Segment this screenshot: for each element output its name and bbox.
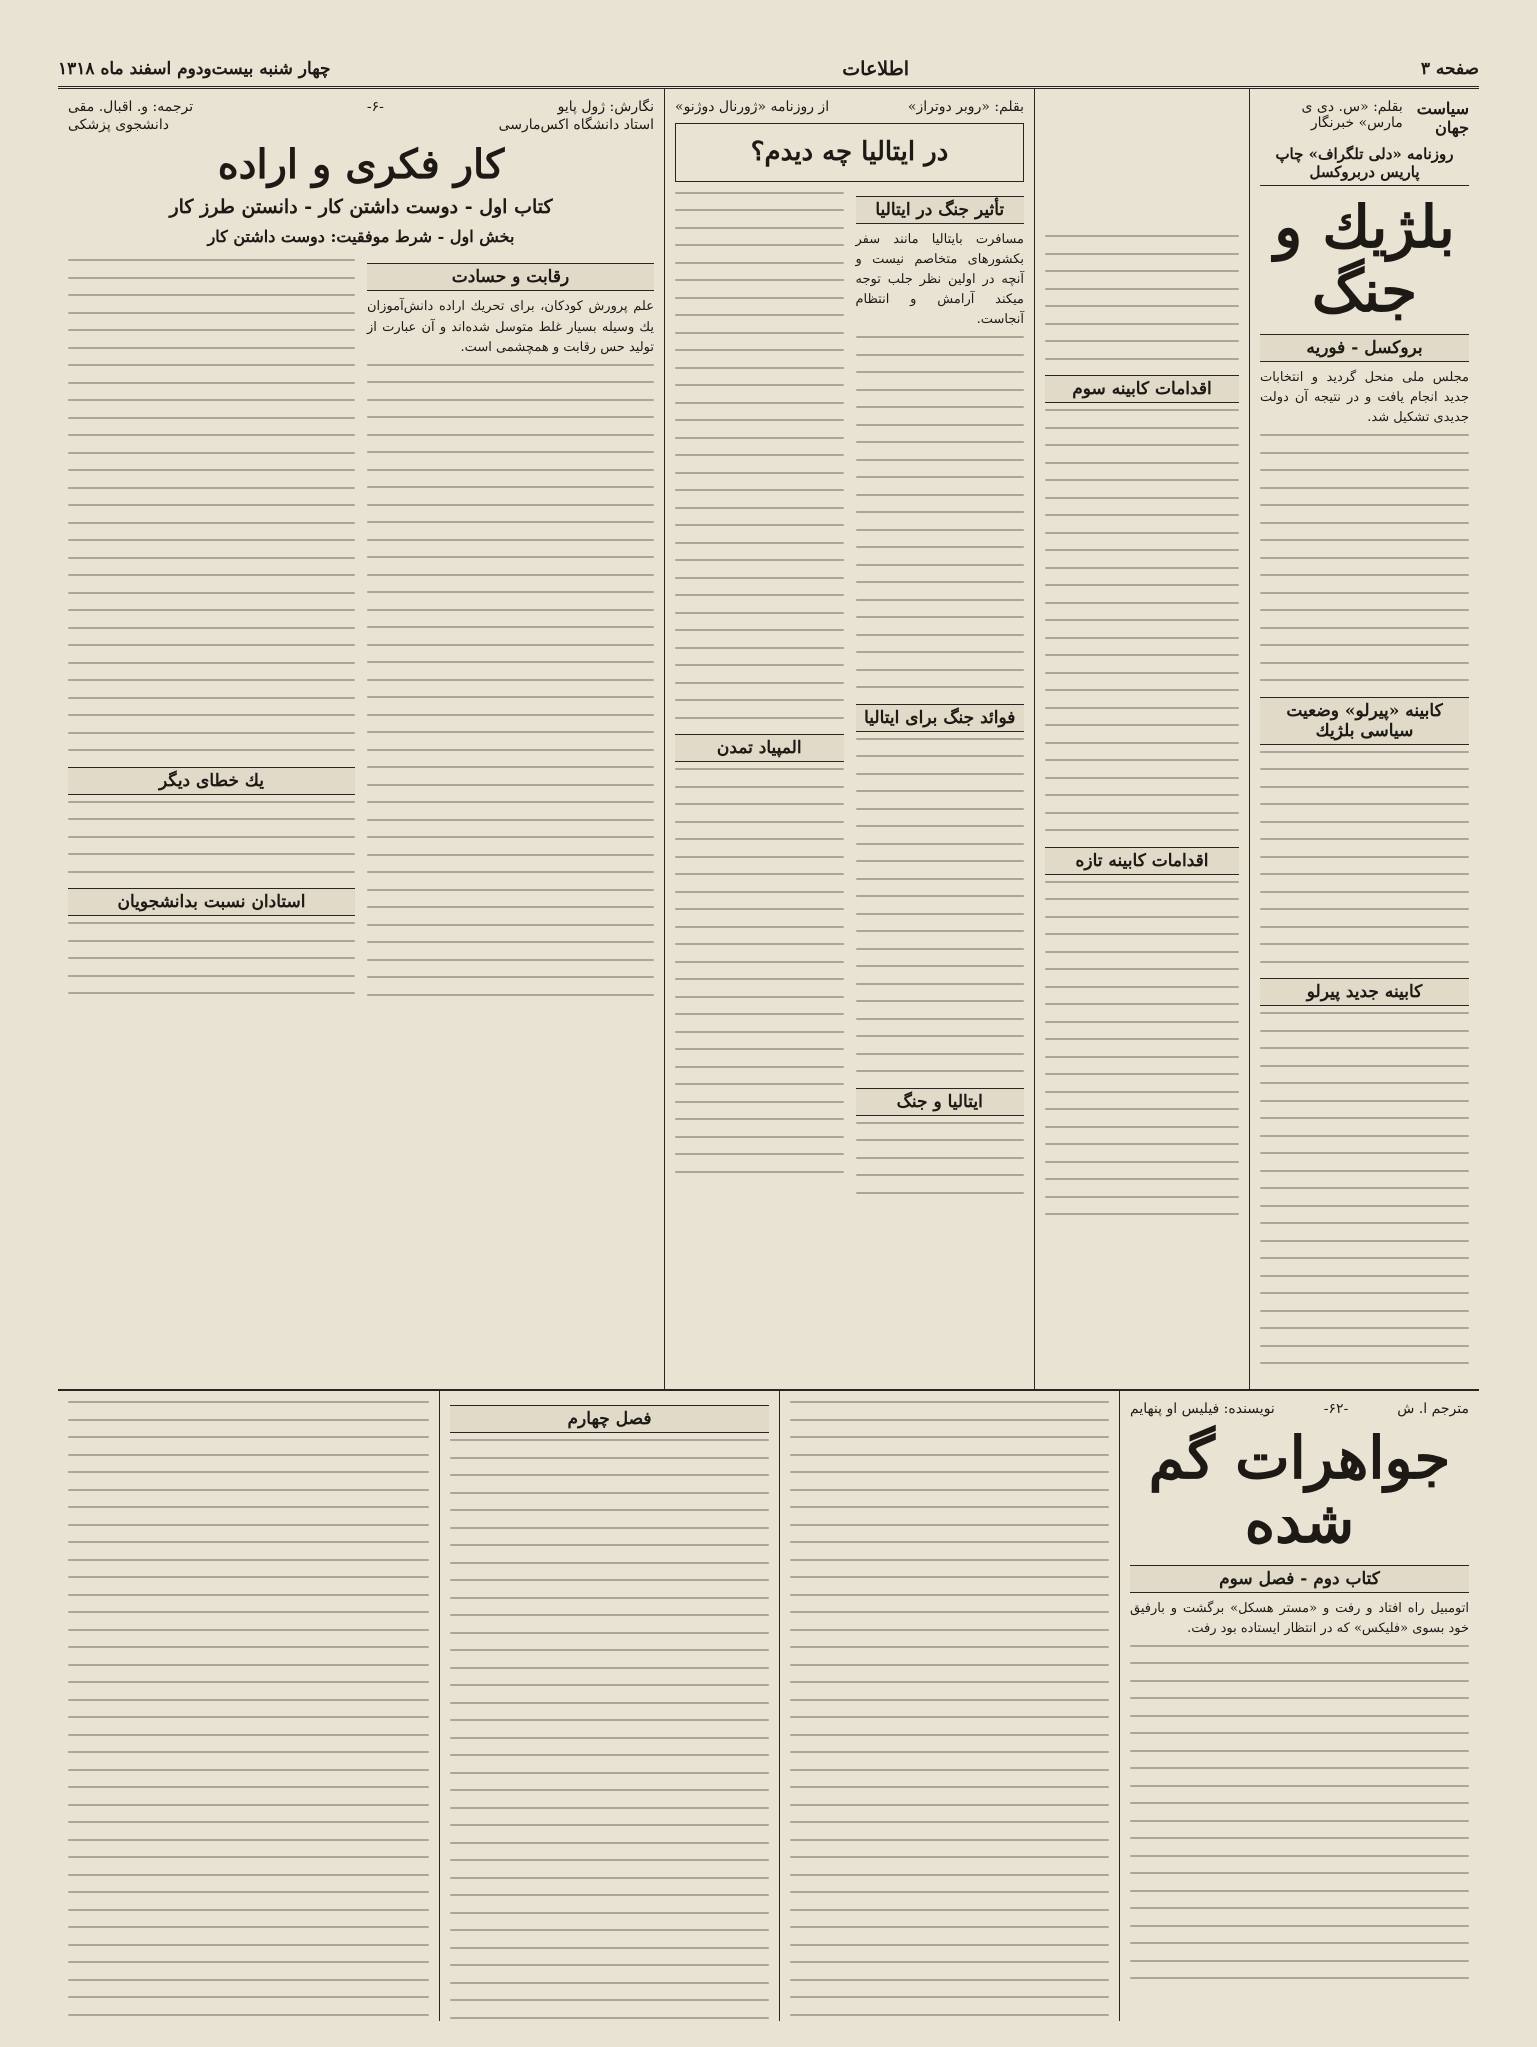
translator-title: دانشجوی پزشکی — [68, 117, 169, 133]
masthead — [58, 52, 1479, 89]
subheading: المپیاد تمدن — [675, 734, 844, 762]
article-headline: بلژیك و جنگ — [1274, 193, 1455, 325]
text-block — [1045, 235, 1239, 360]
text-block — [1130, 1645, 1469, 1980]
source-line: روزنامه «دلی تلگراف» چاپ پاریس دربروکسل — [1260, 145, 1469, 186]
book-subtitle: کتاب اول - دوست داشتن کار - دانستن طرز کار — [169, 196, 553, 218]
serial-column-2 — [779, 1391, 1119, 2021]
article-headline: کار فکری و اراده — [217, 141, 505, 188]
text-block — [1045, 881, 1239, 1216]
article-paragraph: مسافرت بایتالیا مانند سفر بکشورهای متخاصم نیست و آنچه در اولین نظر جلب توجه میکند آرامش و انتظام آنجاست. — [855, 231, 1024, 328]
column-belgium — [1249, 89, 1479, 1389]
page-number: صفحه ۳ — [1420, 59, 1479, 79]
column-italy — [664, 89, 1034, 1389]
serial-headline: جواهرات گم شده — [1148, 1424, 1451, 1556]
translator: ترجمه: و. اقبال. مقی — [68, 99, 194, 115]
text-block — [1045, 409, 1239, 831]
subheading: استادان نسبت بدانشجویان — [68, 888, 355, 916]
subheading: ایتالیا و جنگ — [856, 1088, 1025, 1116]
subheading: اقدامات کابینه تازه — [1045, 847, 1239, 875]
article-paragraph: مجلس ملی منحل گردید و انتخابات جدید انجام یافت و در نتیجه آن دولت جدیدی تشکیل شد. — [1260, 369, 1469, 425]
article-body — [856, 230, 1025, 331]
text-block — [675, 192, 844, 719]
subheading: کابینه جدید پیرلو — [1260, 978, 1469, 1006]
byline-title: استاد دانشگاه اکس‌مارسی — [498, 117, 654, 133]
subheading: یك خطای دیگر — [68, 767, 355, 795]
serial-column-4 — [58, 1391, 439, 2021]
text-block — [790, 1401, 1109, 2016]
dateline: بروکسل - فوریه — [1260, 334, 1469, 362]
byline: بقلم: «س. دی‌ ی مارس» خبرنگار — [1301, 99, 1403, 131]
source-line: از روزنامه «ژورنال دوژنو» — [675, 99, 830, 115]
text-block — [68, 1401, 429, 2016]
part-subtitle: بخش اول - شرط موفقیت: دوست داشتن کار — [207, 226, 515, 246]
text-block — [68, 922, 355, 994]
issue-date: چهار شنبه بیست‌ودوم اسفند ماه ۱۳۱۸ — [58, 59, 331, 79]
text-block — [367, 364, 654, 996]
text-block — [68, 801, 355, 873]
byline: نگارش: ژول پایو — [557, 99, 654, 115]
text-block — [675, 768, 844, 1173]
serial-number: -۶- — [366, 99, 384, 115]
column-belgium-cont — [1034, 89, 1249, 1389]
text-block — [856, 1122, 1025, 1194]
chapter-heading: فصل چهارم — [450, 1405, 769, 1433]
serial-book-chapter: کتاب دوم - فصل سوم — [1130, 1565, 1469, 1593]
serial-column-3 — [439, 1391, 779, 2021]
article-body — [1260, 368, 1469, 428]
upper-section — [58, 89, 1479, 1391]
serial-paragraph: اتومبیل راه افتاد و رفت و «مستر هسکل» برگشت و بارفیق خود بسوی «فلیکس» که در انتظار ایستاده بود رفت. — [1130, 1600, 1469, 1636]
subheading: کابینه «پیرلو» وضعیت سیاسی بلژیك — [1260, 697, 1469, 745]
article-headline: در ایتالیا چه دیدم؟ — [750, 137, 949, 167]
subheading: اقدامات کابینه سوم — [1045, 375, 1239, 403]
text-block — [856, 738, 1025, 1073]
serial-title-column — [1119, 1391, 1479, 2021]
serial-author: نویسنده: فیلیس او پنهایم — [1130, 1401, 1275, 1417]
serial-section — [58, 1391, 1479, 2021]
serial-body — [1130, 1599, 1469, 1639]
subheading: فوائد جنگ برای ایتالیا — [856, 704, 1025, 732]
byline: بقلم: «روبر دوتراز» — [907, 99, 1024, 115]
text-block — [450, 1439, 769, 2019]
subheading: تأثیر جنگ در ایتالیا — [856, 196, 1025, 224]
text-block — [68, 259, 355, 751]
column-intellectual-work — [58, 89, 664, 1389]
serial-translator: مترجم ا. ش — [1397, 1401, 1469, 1417]
subheading: رقابت و حسادت — [367, 263, 654, 291]
text-block — [1260, 434, 1469, 681]
serial-number: -۶۲- — [1323, 1401, 1349, 1417]
paper-name: اطلاعات — [842, 58, 910, 80]
article-body — [367, 297, 654, 357]
section-label: سیاست جهان — [1416, 99, 1469, 137]
text-block — [1260, 1012, 1469, 1364]
article-paragraph: علم پرورش کودکان، برای تحریك اراده دانش‌آموزان یك وسیله بسیار غلط متوسل شده‌اند و آن عبارت از تولید حس رقابت و همچشمی است. — [367, 299, 654, 355]
text-block — [856, 336, 1025, 688]
text-block — [1260, 751, 1469, 963]
